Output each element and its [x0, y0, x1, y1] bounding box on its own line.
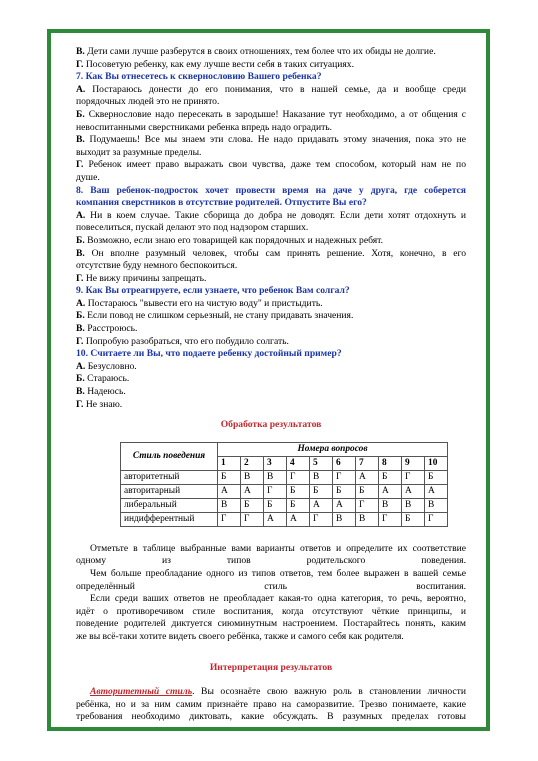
style-cell: индифферентный: [121, 512, 218, 526]
answer-cell: А: [264, 512, 287, 526]
answer-line: Б. Если повод не слишком серьезный, не стану придавать значения.: [76, 310, 354, 322]
question-10: 10. Считаете ли Вы, что подаете ребенку достойный пример?: [76, 348, 342, 360]
question-9: 9. Как Вы отреагируете, если узнаете, что ребенок Вам солгал?: [76, 285, 350, 297]
answer-cell: Б: [218, 470, 241, 484]
question-number: 5: [310, 456, 333, 470]
answer-cell: А: [379, 484, 402, 498]
style-cell: либеральный: [121, 498, 218, 512]
answer-line: А. Ни в коем случае. Такие сборища до добра не доводят. Если дети хотят отдохнуть и: [76, 209, 466, 221]
answer-cell: А: [425, 484, 448, 498]
paragraph-line: Если среди ваших ответов не преобладает какая-то одна категория, то речь, вероятно,: [90, 593, 466, 605]
question-number: 2: [241, 456, 264, 470]
answer-cell: Г: [264, 484, 287, 498]
answer-line: Г. Посоветую ребенку, как ему лучше вести себя в таких ситуациях.: [76, 58, 354, 70]
interpretation-heading: Интерпретация результатов: [209, 661, 333, 673]
paragraph-line: Отметьте в таблице выбранные вами варианты ответов и определите их соответствие: [90, 542, 466, 554]
answer-line: отсутствие буду немного беспокоиться.: [76, 260, 238, 272]
answer-cell: Б: [425, 470, 448, 484]
numbers-header: Номера вопросов: [218, 442, 448, 456]
answer-cell: Г: [287, 470, 310, 484]
answer-cell: Б: [264, 498, 287, 512]
paragraph-line: ребёнка, но и за ним самим признаёте право на саморазвитие. Трезво понимаете, какие: [76, 698, 466, 710]
answer-cell: В: [425, 498, 448, 512]
style-name: Авторитетный стиль: [90, 686, 193, 698]
answer-cell: Б: [287, 484, 310, 498]
table-row: [121, 484, 448, 498]
question-number: 6: [333, 456, 356, 470]
document-body: [76, 46, 466, 724]
answer-line: В. Надеюсь.: [76, 386, 126, 398]
answer-cell: Г: [356, 498, 379, 512]
answer-cell: Г: [333, 470, 356, 484]
paragraph-line: определённый стиль воспитания.: [76, 580, 466, 592]
answer-line: А. Постараюсь "вывести его на чистую воду" и пристыдить.: [76, 297, 323, 309]
answer-line: Б. Возможно, если знаю его товарищей как порядочных и надежных ребят.: [76, 234, 384, 246]
answer-cell: Г: [310, 512, 333, 526]
question-number: 4: [287, 456, 310, 470]
answer-cell: А: [218, 484, 241, 498]
answer-line: В. Дети сами лучше разберутся в своих отношениях, тем более что их обиды не долгие.: [76, 46, 436, 57]
question-number: 1: [218, 456, 241, 470]
answer-line: Г. Попробую разобраться, что его побудило солгать.: [76, 335, 289, 347]
paragraph-line: требования необходимо диктовать, какие обсуждать. В разумных пределах готовы: [76, 711, 466, 723]
answer-cell: В: [356, 512, 379, 526]
question-number: 8: [379, 456, 402, 470]
answer-line: В. Он вполне разумный человек, чтобы сам принять решение. Хотя, конечно, в его: [76, 247, 466, 259]
answer-line: А. Безусловно.: [76, 360, 137, 372]
question-7: 7. Как Вы отнесетесь к сквернословию Вашего ребенка?: [76, 71, 322, 83]
question-8: компания сверстников в отсутствие родителей. Отпустите Вы его?: [76, 197, 367, 209]
answer-cell: В: [310, 470, 333, 484]
answer-cell: А: [333, 498, 356, 512]
answer-cell: Б: [402, 512, 425, 526]
style-cell: авторитетный: [121, 470, 218, 484]
answer-line: повеселиться, пускай делают это под надзором старших.: [76, 222, 309, 234]
answer-cell: Г: [241, 512, 264, 526]
paragraph-line: же вы всё-таки хотите видеть своего ребёнка, также и самого себя как родителя.: [76, 630, 404, 642]
answer-line: Б. Стараюсь.: [76, 373, 130, 385]
answer-cell: Б: [310, 484, 333, 498]
table-row: [121, 512, 448, 526]
paragraph-line: Авторитетный стиль. Вы осознаёте свою важную роль в становлении личности: [90, 686, 466, 698]
answer-cell: В: [264, 470, 287, 484]
answer-cell: Б: [356, 484, 379, 498]
answer-cell: А: [356, 470, 379, 484]
answer-cell: Б: [287, 498, 310, 512]
answer-cell: В: [241, 470, 264, 484]
answer-cell: А: [402, 484, 425, 498]
answer-cell: Г: [402, 470, 425, 484]
style-header: Стиль поведения: [121, 442, 218, 470]
answer-line: В. Расстроюсь.: [76, 323, 138, 335]
paragraph-line: Чем больше преобладание одного из типов ответов, тем более выражен в вашей семье: [90, 568, 466, 579]
results-heading: Обработка результатов: [220, 419, 322, 431]
style-cell: авторитарный: [121, 484, 218, 498]
table-row: [121, 470, 448, 484]
question-number: 9: [402, 456, 425, 470]
answer-cell: В: [402, 498, 425, 512]
answer-cell: В: [333, 512, 356, 526]
paragraph-line: идёт о противоречивом стиле воспитания, когда отсутствуют чёткие принципы, и: [76, 605, 466, 617]
question-number: 7: [356, 456, 379, 470]
answer-line: душе.: [76, 171, 100, 183]
table-row: [121, 498, 448, 512]
answer-line: невоспитанными сверстниками ребенка впредь надо оградить.: [76, 121, 333, 133]
answer-cell: А: [241, 484, 264, 498]
answer-cell: В: [218, 498, 241, 512]
answer-cell: Г: [218, 512, 241, 526]
paragraph-line: поведение родителей диктуется сиюминутным настроением. Постарайтесь понять, каким: [76, 618, 466, 630]
answer-line: В. Подумаешь! Все мы знаем эти слова. Не надо придавать этому значения, пока это не: [76, 134, 466, 146]
answer-line: Г. Не вижу причины запрещать.: [76, 272, 207, 284]
results-table: [120, 442, 448, 527]
question-number: 3: [264, 456, 287, 470]
answer-cell: А: [287, 512, 310, 526]
answer-line: Б. Сквернословие надо пересекать в зародыше! Наказание тут необходимо, а от общения с: [76, 108, 466, 120]
answer-cell: Б: [379, 470, 402, 484]
answer-line: выходит за разумные пределы.: [76, 146, 202, 158]
question-number: 10: [425, 456, 448, 470]
answer-line: Г. Не знаю.: [76, 398, 123, 410]
question-8: 8. Ваш ребенок-подросток хочет провести время на даче у друга, где соберется: [76, 184, 466, 196]
paragraph-line: одному из типов родительского поведения.: [76, 555, 466, 567]
answer-cell: Г: [379, 512, 402, 526]
answer-cell: В: [379, 498, 402, 512]
answer-line: А. Постараюсь донести до его понимания, что в нашей семье, да и вообще среди: [76, 83, 466, 95]
answer-line: порядочных людей это не принято.: [76, 96, 220, 108]
answer-cell: А: [310, 498, 333, 512]
answer-cell: Г: [425, 512, 448, 526]
answer-line: Г. Ребенок имеет право выражать свои чувства, даже тем способом, который нам не по: [76, 159, 466, 171]
answer-cell: Б: [241, 498, 264, 512]
answer-cell: Б: [333, 484, 356, 498]
